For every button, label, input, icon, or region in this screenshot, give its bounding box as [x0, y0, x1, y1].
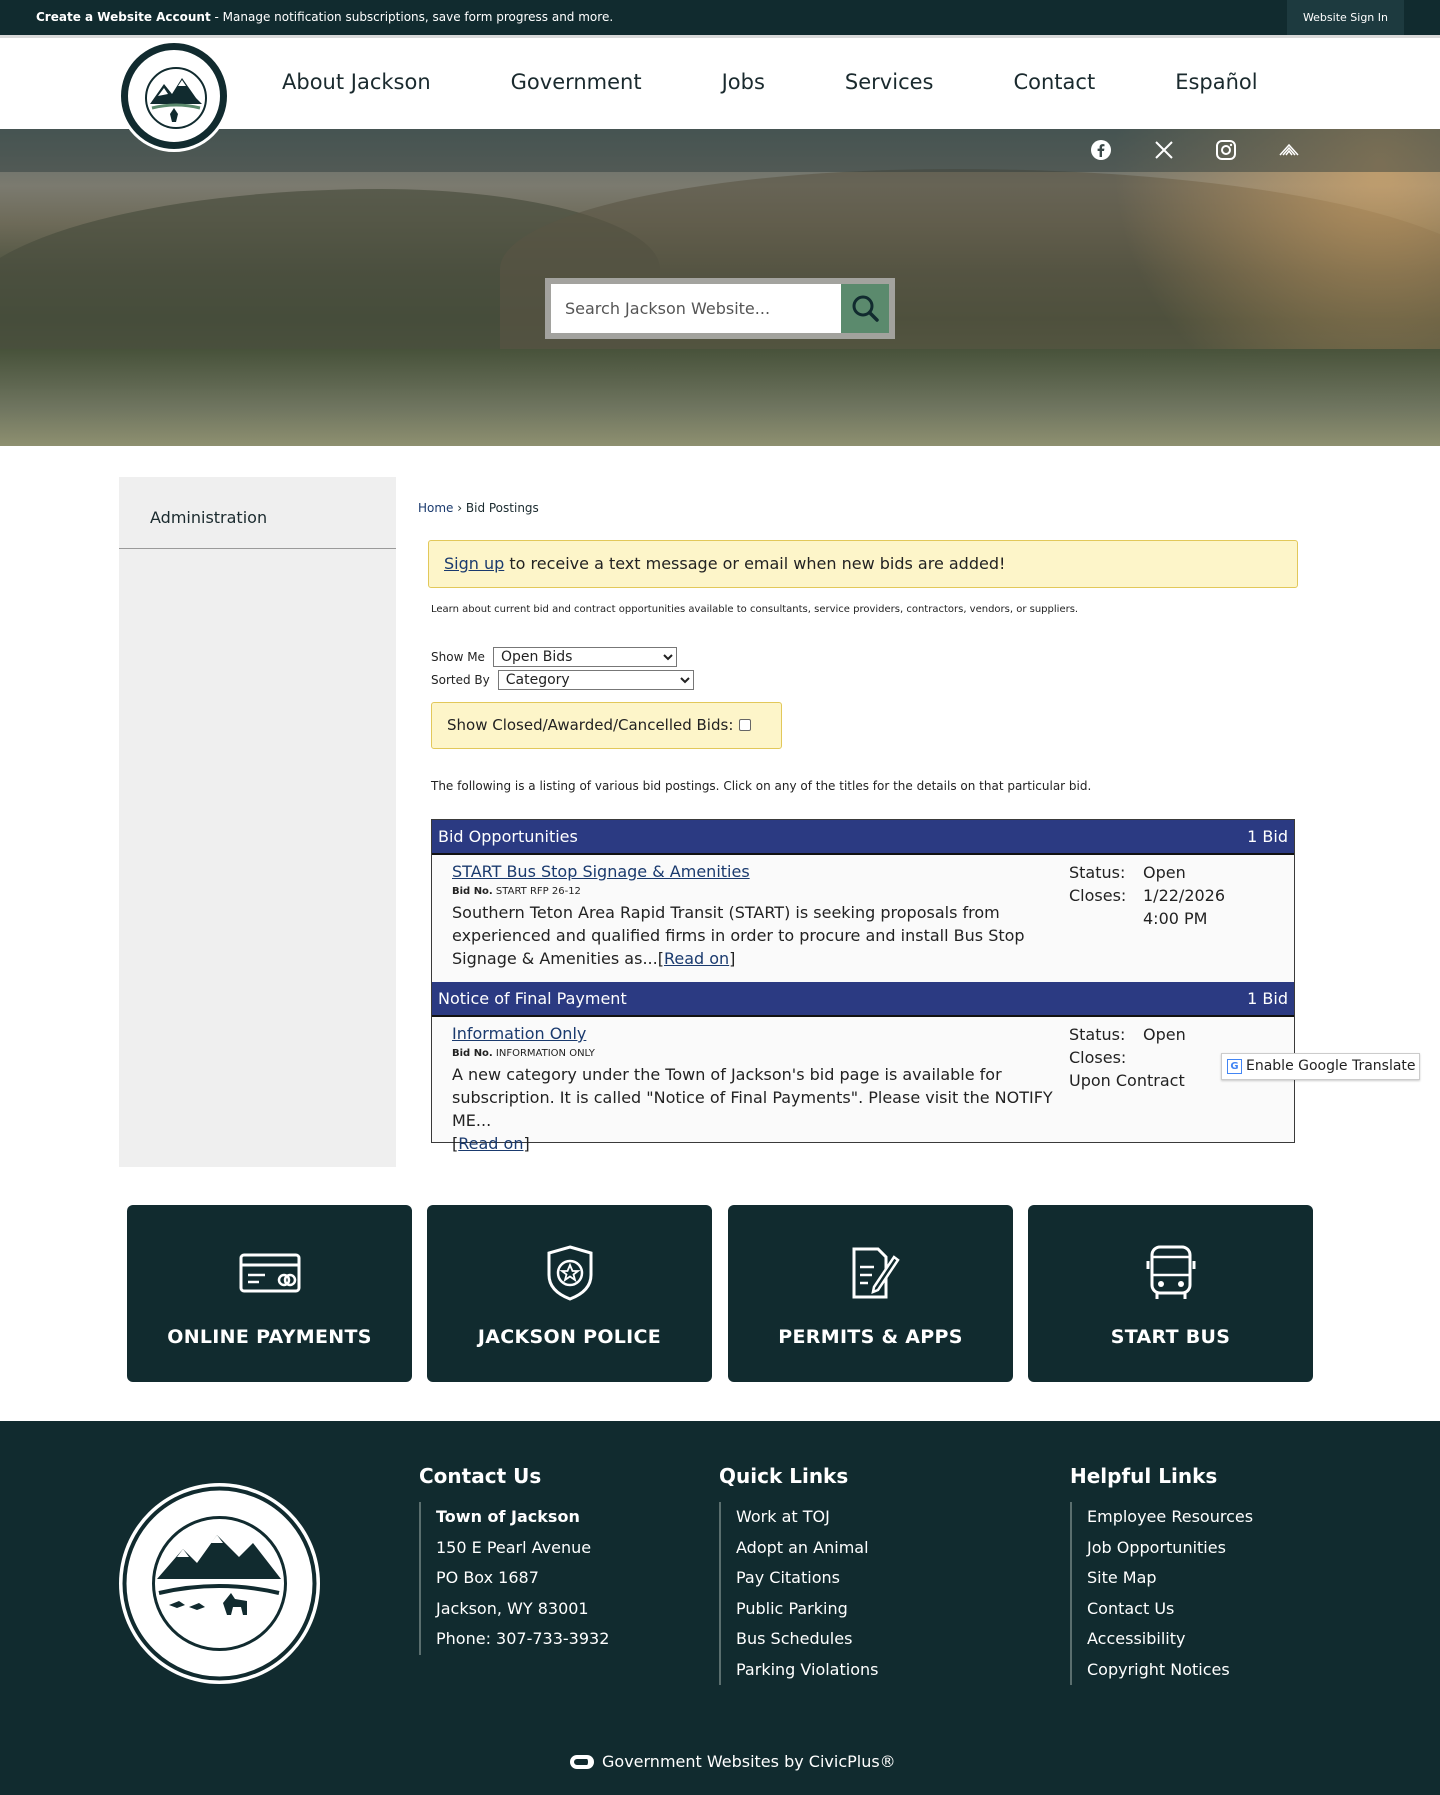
- contact-line: 150 E Pearl Avenue: [436, 1537, 592, 1557]
- quick-link[interactable]: Public Parking: [736, 1598, 848, 1618]
- tile-label: PERMITS & APPS: [778, 1326, 963, 1348]
- nav-jobs[interactable]: Jobs: [721, 70, 765, 94]
- bid-item: [432, 855, 1294, 982]
- footer-quick-heading: Quick Links: [719, 1464, 849, 1488]
- footer-logo: [119, 1483, 320, 1684]
- town-logo[interactable]: [118, 40, 230, 152]
- contact-line: PO Box 1687: [436, 1568, 539, 1587]
- bid-item: [432, 1017, 1294, 1153]
- search-input[interactable]: Search Jackson Website...: [551, 284, 841, 333]
- bid-filters: [431, 645, 694, 691]
- alert-feed-icon[interactable]: [1278, 139, 1300, 161]
- bid-listings: [431, 819, 1295, 1153]
- tile-label: ONLINE PAYMENTS: [167, 1326, 372, 1348]
- signup-notice-text: to receive a text message or email when new bids are added!: [504, 554, 1006, 573]
- sign-up-link[interactable]: Sign up: [444, 554, 505, 573]
- closes-value: Upon Contract: [1069, 1071, 1185, 1090]
- category-name: Notice of Final Payment: [438, 989, 627, 1008]
- search-button[interactable]: [841, 284, 889, 333]
- category-header[interactable]: [432, 820, 1294, 855]
- quick-link[interactable]: Parking Violations: [736, 1659, 879, 1679]
- hero-banner: [0, 129, 1440, 446]
- website-sign-in-button[interactable]: Website Sign In: [1287, 0, 1404, 35]
- search-icon: [841, 284, 889, 333]
- bid-description: Southern Teton Area Rapid Transit (START) is seeking proposals from experienced and qualified firms in order to procure and install Bus Stop Signage & Amenities as...[Read on]: [452, 903, 1025, 968]
- footer-contact: [419, 1464, 609, 1655]
- contact-phone[interactable]: Phone: 307-733-3932: [436, 1629, 610, 1648]
- nav-about-jackson[interactable]: About Jackson: [282, 70, 431, 94]
- sidebar: [119, 477, 396, 1167]
- show-closed-toggle: [431, 702, 782, 749]
- bid-status: Status: Open Closes: 1/22/2026 4:00 PM: [1069, 861, 1263, 930]
- quick-link[interactable]: Work at TOJ: [736, 1507, 830, 1526]
- facebook-icon[interactable]: [1090, 139, 1112, 161]
- helpful-link[interactable]: Job Opportunities: [1087, 1537, 1226, 1557]
- account-message: [36, 10, 613, 24]
- bid-title-link[interactable]: START Bus Stop Signage & Amenities: [452, 862, 750, 881]
- quick-link[interactable]: Bus Schedules: [736, 1629, 853, 1648]
- logo-seal: [128, 50, 220, 142]
- footer-quick-links: [719, 1464, 878, 1685]
- create-account-link[interactable]: Create a Website Account: [36, 10, 211, 24]
- helpful-link[interactable]: Accessibility: [1087, 1629, 1186, 1648]
- nav-services[interactable]: Services: [844, 70, 934, 94]
- nav-government[interactable]: Government: [510, 70, 642, 94]
- breadcrumb-separator: ›: [453, 501, 466, 515]
- tile-label: JACKSON POLICE: [477, 1326, 662, 1348]
- account-bar: [0, 0, 1440, 35]
- read-on-link[interactable]: Read on: [663, 949, 730, 968]
- footer-helpful-links: [1070, 1464, 1253, 1685]
- site-search: [545, 278, 895, 339]
- main-nav: [282, 70, 1338, 94]
- status-value: Open: [1143, 1025, 1186, 1044]
- civicplus-icon: [570, 1755, 594, 1769]
- police-badge-icon: [539, 1243, 601, 1303]
- closes-value: 1/22/2026 4:00 PM: [1143, 886, 1226, 928]
- breadcrumb-home[interactable]: Home: [418, 501, 454, 515]
- hero-town: [0, 349, 1440, 446]
- tile-start-bus[interactable]: [1028, 1205, 1313, 1382]
- bid-status: Status: Open Closes:Upon Contract: [1069, 1023, 1294, 1092]
- show-closed-checkbox[interactable]: [739, 719, 751, 731]
- nav-espanol[interactable]: Español: [1175, 70, 1258, 94]
- breadcrumb: [418, 501, 539, 515]
- category-name: Bid Opportunities: [438, 827, 578, 846]
- bus-icon: [1140, 1243, 1202, 1303]
- read-on-link[interactable]: Read on: [458, 1134, 524, 1153]
- x-twitter-icon[interactable]: [1153, 139, 1175, 161]
- status-value: Open: [1143, 863, 1186, 882]
- bid-number: Bid No. INFORMATION ONLY: [452, 1048, 595, 1059]
- category-count: 1 Bid: [1247, 827, 1288, 846]
- tile-permits-apps[interactable]: [728, 1205, 1013, 1382]
- bid-description: A new category under the Town of Jackson's bid page is available for subscription. It is called "Notice of Final Payments". Please visit the NOTIFY ME... [Read on]: [452, 1065, 1053, 1153]
- tile-online-payments[interactable]: [127, 1205, 412, 1382]
- instagram-icon[interactable]: [1215, 139, 1237, 161]
- bid-number: Bid No. START RFP 26-12: [452, 886, 581, 897]
- google-translate-button[interactable]: G Enable Google Translate: [1221, 1053, 1420, 1080]
- show-me-select[interactable]: [493, 647, 677, 667]
- sorted-by-select[interactable]: [498, 670, 694, 690]
- civicplus-credit[interactable]: Government Websites by CivicPlus®: [570, 1752, 896, 1771]
- sidebar-item-administration[interactable]: Administration: [119, 503, 396, 549]
- tile-label: START BUS: [1110, 1326, 1231, 1348]
- account-message-text: - Manage notification subscriptions, save form progress and more.: [210, 10, 614, 24]
- listing-note: The following is a listing of various bid postings. Click on any of the titles for the details on that particular bid.: [431, 779, 1092, 793]
- show-me-label: Show Me: [431, 649, 485, 664]
- google-icon: G: [1227, 1059, 1242, 1074]
- contact-name: Town of Jackson: [436, 1507, 580, 1526]
- category-count: 1 Bid: [1247, 989, 1288, 1008]
- quick-link[interactable]: Adopt an Animal: [736, 1537, 869, 1557]
- tile-jackson-police[interactable]: [427, 1205, 712, 1382]
- document-edit-icon: [840, 1243, 902, 1303]
- helpful-link[interactable]: Contact Us: [1087, 1598, 1175, 1618]
- credit-card-icon: [239, 1243, 301, 1303]
- category-header[interactable]: [432, 982, 1294, 1017]
- site-footer: [0, 1421, 1440, 1795]
- contact-line: Jackson, WY 83001: [436, 1598, 589, 1618]
- helpful-link[interactable]: Copyright Notices: [1087, 1659, 1230, 1679]
- nav-contact[interactable]: Contact: [1013, 70, 1096, 94]
- bid-title-link[interactable]: Information Only: [452, 1024, 587, 1043]
- signup-notice: [428, 540, 1298, 588]
- helpful-link[interactable]: Employee Resources: [1087, 1507, 1254, 1526]
- quick-link[interactable]: Pay Citations: [736, 1568, 840, 1587]
- intro-text: Learn about current bid and contract opportunities available to consultants, service providers, contractors, vendors, or suppliers.: [431, 604, 1079, 615]
- show-closed-label: Show Closed/Awarded/Cancelled Bids:: [447, 716, 734, 734]
- breadcrumb-current: Bid Postings: [465, 501, 539, 515]
- footer-contact-heading: Contact Us: [419, 1464, 542, 1488]
- sorted-by-label: Sorted By: [431, 672, 490, 687]
- footer-helpful-heading: Helpful Links: [1070, 1464, 1218, 1488]
- helpful-link[interactable]: Site Map: [1087, 1568, 1157, 1587]
